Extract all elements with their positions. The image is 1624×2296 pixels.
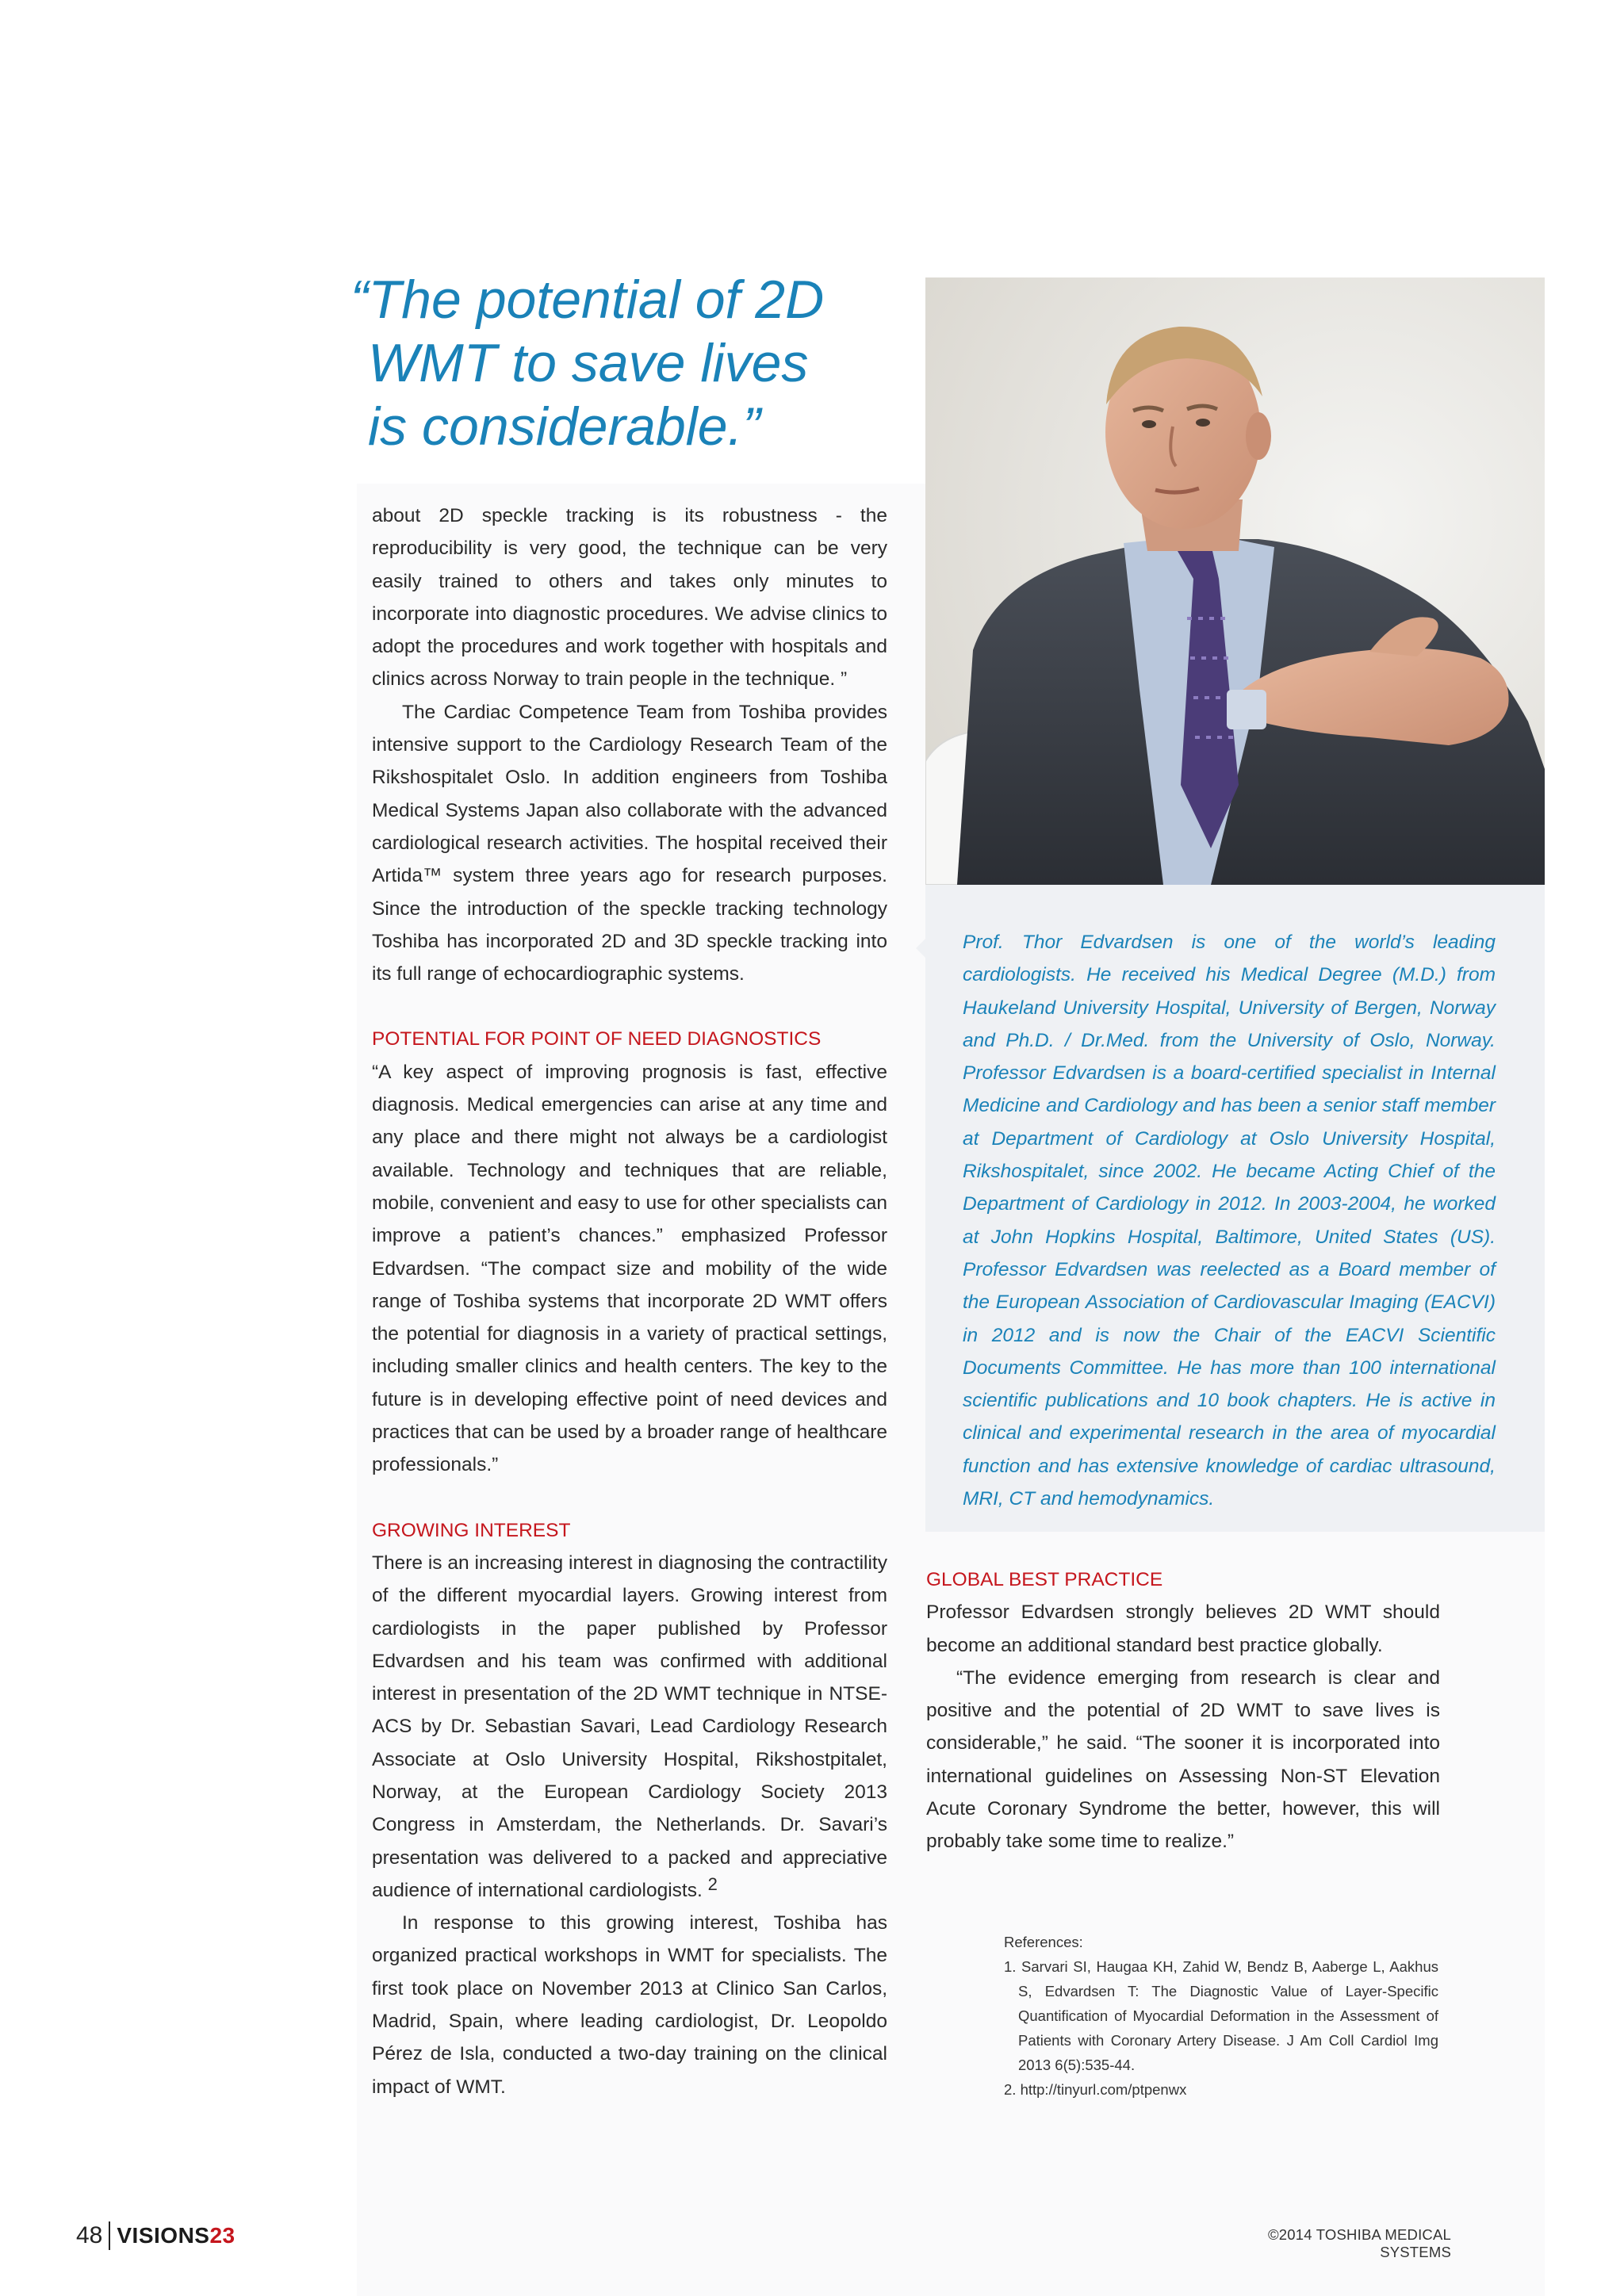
left-paragraph-4-text: There is an increasing interest in diagnosing the contractility of the different myocardial layers. Growing interest from cardiologists in the paper published by Professor Edvardsen and his team was confirmed with additional interest in presentation of the 2D WMT technique in NTSE-ACS by Dr. Sebastian Savari, Lead Cardiology Research Associate at Oslo University Hospital, Rikshostpitalet, Norway, at the European Cardiology Society 2013 Congress in Amsterdam, the Netherlands. Dr. Savari’s presentation was delivered to a packed and appreciative audience of international cardiologists. <box>372 1552 887 1901</box>
visions-logo <box>117 2223 235 2248</box>
left-paragraph-3: “A key aspect of improving prognosis is fast, effective diagnosis. Medical emergencies can arise at any time and any place and there might not always be a cardiologist available. Technology and techniques that are reliable, mobile, convenient and easy to use for other specialists can improve a patient’s chances.” emphasized Professor Edvardsen. “The compact size and mobility of the wide range of Toshiba systems that incorporate 2D WMT offers the potential for diagnosis in a variety of practical settings, including smaller clinics and health centers. The key to the future is in developing effective point of need devices and practices that can be used by a broader range of healthcare professionals.” <box>372 1061 887 1476</box>
pull-quote-line-2: WMT to save lives <box>368 333 809 393</box>
right-paragraph-1: Professor Edvardsen strongly believes 2D WMT should become an additional standard best practice globally. <box>926 1601 1440 1656</box>
left-paragraph-4 <box>372 1547 887 1907</box>
footer-left <box>76 2220 236 2252</box>
section-heading-point-of-need: POTENTIAL FOR POINT OF NEED DIAGNOSTICS <box>372 1028 822 1050</box>
references-list <box>1004 1954 1438 2102</box>
right-column <box>926 1563 1440 1858</box>
pull-quote-line-3: is considerable.” <box>368 396 761 457</box>
left-paragraph-1: about 2D speckle tracking is its robustness - the reproducibility is very good, the technique can be very easily trained to others and takes only minutes to incorporate into diagnostic procedures. We advise clinics to adopt the procedures and work together with hospitals and clinics across Norway to train people in the technique. ” <box>372 505 887 691</box>
pull-quote <box>350 268 906 458</box>
caption-notch <box>916 929 935 967</box>
logo-issue: 23 <box>209 2223 236 2248</box>
references-title: References: <box>1004 1934 1083 1950</box>
reference-item: 2. http://tinyurl.com/ptpenwx <box>1004 2081 1187 2098</box>
reference-marker: 2 <box>707 1873 718 1894</box>
right-paragraph-2: “The evidence emerging from research is clear and positive and the potential of 2D WMT to save lives is considerable,” he said. “The sooner it is incorporated into international guidelines on Assessing Non-ST Elevation Acute Coronary Syndrome the better, however, this will probably take some time to realize.” <box>926 1667 1440 1853</box>
left-paragraph-2: The Cardiac Competence Team from Toshiba provides intensive support to the Cardiology Research Team of the Rikshospitalet Oslo. In addition engineers from Toshiba Medical Systems Japan also collaborate with the advanced cardiological research activities. The hospital received their Artida™ system three years ago for research purposes. Since the introduction of the speckle tracking technology Toshiba has incorporated 2D and 3D speckle tracking into its full range of echocardiographic systems. <box>372 701 887 985</box>
left-paragraph-5: In response to this growing interest, Toshiba has organized practical workshops in WMT for specialists. The first took place on November 2013 at Clinico San Carlos, Madrid, Spain, where leading cardiologist, Dr. Leopoldo Pérez de Isla, conducted a two-day training on the clinical impact of WMT. <box>372 1912 887 2098</box>
photo-caption: Prof. Thor Edvardsen is one of the world’s leading cardiologists. He received his Medical Degree (M.D.) from Haukeland University Hospital, University of Bergen, Norway and Ph.D. / Dr.Med. from the University of Oslo, Norway. Professor Edvardsen is a board-certified specialist in Internal Medicine and Cardiology and has been a senior staff member at Department of Cardiology at Oslo University Hospital, Rikshospitalet, since 2002. He became Acting Chief of the Department of Cardiology in 2012. In 2003-2004, he worked at John Hopkins Hospital, Baltimore, United States (US). Professor Edvardsen was reelected as a Board member of the European Association of Cardiovascular Imaging (EACVI) in 2012 and is now the Chair of the EACVI Scientific Documents Committee. He has more than 100 international scientific publications and 10 book chapters. He is active in clinical and experimental research in the area of myocardial function and has extensive knowledge of cardiac ultrasound, MRI, CT and hemodynamics. <box>963 932 1496 1510</box>
footer-divider <box>109 2221 110 2250</box>
pull-quote-line-1: “The potential of 2D <box>350 270 825 330</box>
portrait-photo <box>925 277 1545 885</box>
logo-brand: VISIONS <box>117 2223 210 2248</box>
section-heading-global-best-practice: GLOBAL BEST PRACTICE <box>926 1569 1163 1590</box>
reference-item: 1. Sarvari SI, Haugaa KH, Zahid W, Bendz B, Aaberge L, Aakhus S, Edvardsen T: The Diagnostic Value of Layer-Specific Quantification of Myocardial Deformation in the Assessment of Patients with Coronary Artery Disease. J Am Coll Cardiol Img 2013 6(5):535-44. <box>1004 1958 1438 2073</box>
references <box>1004 1930 1438 2102</box>
section-heading-growing-interest: GROWING INTEREST <box>372 1519 571 1541</box>
left-column <box>372 499 887 2103</box>
copyright: ©2014 TOSHIBA MEDICAL SYSTEMS <box>1267 2226 1451 2260</box>
page-number: 48 <box>76 2222 103 2248</box>
